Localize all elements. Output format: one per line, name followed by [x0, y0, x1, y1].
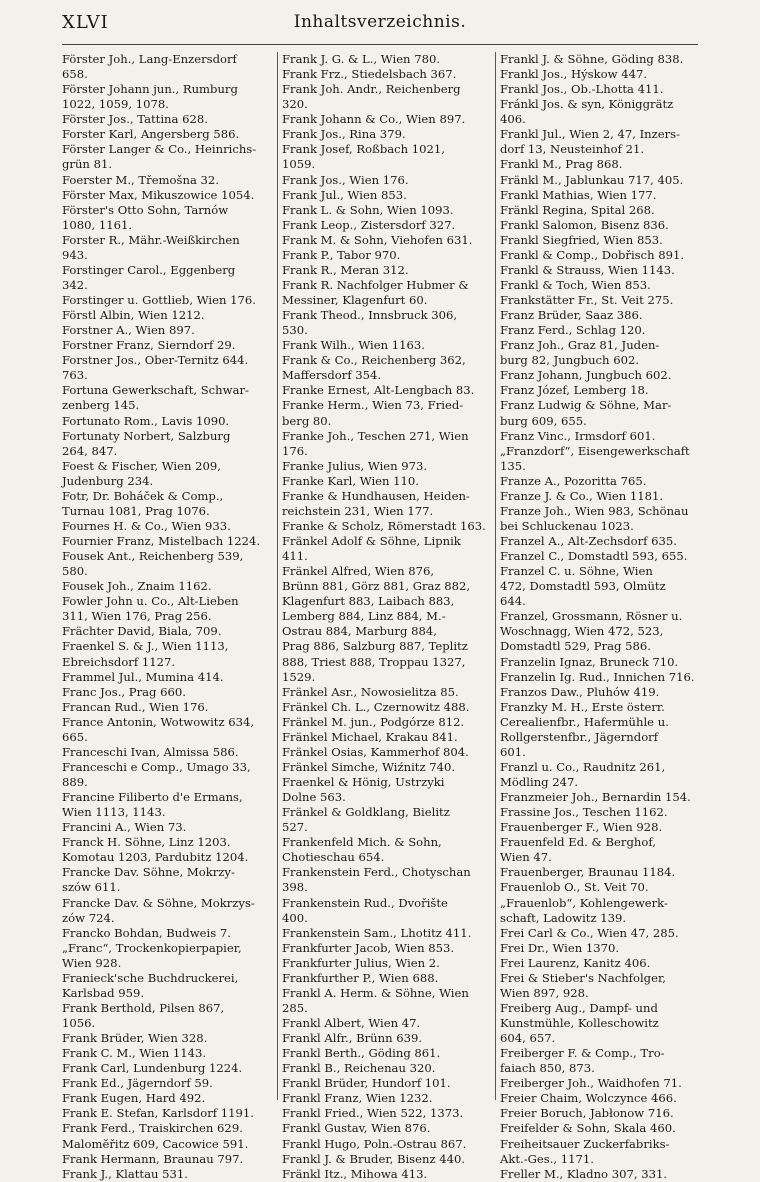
index-entry-line: Förster Jos., Tattina 628.: [62, 112, 208, 127]
index-entry-line: Fowler John u. Co., Alt-Lieben: [62, 594, 239, 609]
index-entry-line: Franke Herm., Wien 73, Fried-: [282, 398, 464, 413]
index-entry-line: Frank Eugen, Hard 492.: [62, 1091, 206, 1106]
index-entry-line: Förster Max, Mikuszowice 1054.: [62, 187, 255, 202]
index-entry-line: Frankl Franz, Wien 1232.: [282, 1091, 433, 1106]
index-entry-line: Forstinger u. Gottlieb, Wien 176.: [62, 293, 256, 307]
index-entry-line: Fortunaty Norbert, Salzburg: [62, 428, 231, 443]
index-entry-line: France Antonin, Wotwowitz 634,: [62, 714, 255, 729]
index-entry-line: Forster R., Mähr.-Weißkirchen: [62, 232, 240, 247]
index-entry-line: Franzos Daw., Pluhów 419.: [500, 684, 660, 699]
index-entry-line: 644.: [500, 594, 526, 609]
index-entry-line: burg 609, 655.: [500, 413, 587, 428]
index-entry-line: Frank Carl, Lundenburg 1224.: [62, 1061, 243, 1076]
index-entry-line: Freier Boruch, Jabłonow 716.: [500, 1106, 674, 1121]
index-entry-line: 400.: [282, 910, 308, 925]
index-entry-line: Wien 928.: [62, 955, 122, 970]
index-entry-line: Forstner Franz, Sierndorf 29.: [62, 338, 236, 353]
index-entry-line: Fournier Franz, Mistelbach 1224.: [62, 534, 261, 548]
index-entry-line: 943.: [62, 247, 88, 262]
column-divider: [277, 52, 278, 1100]
index-entry-line: 604, 657.: [500, 1031, 556, 1046]
index-entry-line: Frankl Jul., Wien 2, 47, Inzers-: [500, 127, 680, 142]
index-entry-line: 398.: [282, 880, 308, 895]
index-entry-line: Fraenkel & Hönig, Ustrzyki: [282, 775, 445, 789]
index-entry-line: Judenburg 234.: [62, 473, 154, 488]
index-entry-line: Frank R., Meran 312.: [282, 262, 409, 277]
index-column-3: [500, 52, 712, 1181]
index-entry-line: reichstein 231, Wien 177.: [282, 503, 434, 518]
index-entry-line: Fränkl Regina, Spital 268.: [500, 202, 655, 217]
index-entry-line: Francke Dav. Söhne, Mokrzy-: [62, 865, 235, 880]
index-entry-line: Franck H. Söhne, Linz 1203.: [62, 835, 231, 850]
index-entry-line: Mödling 247.: [500, 775, 579, 789]
index-entry-line: Forstner A., Wien 897.: [62, 323, 195, 338]
index-entry-line: Frankl J. & Bruder, Bisenz 440.: [282, 1151, 466, 1166]
index-entry-line: Frank & Co., Reichenberg 362,: [282, 353, 466, 368]
index-entry-line: Frankl & Comp., Dobřisch 891.: [500, 247, 685, 262]
index-entry-line: Malomĕřitz 609, Cacowice 591.: [62, 1136, 249, 1151]
index-entry-line: Komotau 1203, Pardubitz 1204.: [62, 850, 249, 865]
index-entry-line: Frank Brüder, Wien 328.: [62, 1031, 208, 1046]
index-entry-line: Frankl Alfr., Brünn 639.: [282, 1031, 423, 1046]
index-entry-line: 1080, 1161.: [62, 217, 133, 232]
index-entry-line: berg 80.: [282, 413, 332, 428]
index-entry-line: „Frauenlob“, Kohlengewerk-: [500, 895, 668, 910]
index-entry-line: Franzl u. Co., Raudnitz 261,: [500, 759, 666, 774]
index-entry-line: Lemberg 884, Linz 884, M.-: [282, 609, 446, 624]
index-entry-line: Forstner Jos., Ober-Ternitz 644.: [62, 353, 249, 368]
index-entry-line: Frank Theod., Innsbruck 306,: [282, 308, 458, 323]
index-entry-line: Frankl Hugo, Poln.-Ostrau 867.: [282, 1136, 467, 1151]
index-entry-line: Franke Joh., Teschen 271, Wien: [282, 428, 469, 443]
index-entry-line: Freier Chaim, Wolczynce 466.: [500, 1091, 677, 1106]
index-entry-line: Fränkel Alfred, Wien 876,: [282, 564, 435, 579]
index-entry-line: Frank M. & Sohn, Viehofen 631.: [282, 232, 473, 247]
index-entry-line: Maffersdorf 354.: [282, 368, 382, 383]
index-entry-line: dorf 13, Neusteinhof 21.: [500, 142, 645, 157]
index-entry-line: „Franzdorf“, Eisengewerkschaft: [500, 443, 690, 458]
index-entry-line: burg 82, Jungbuch 602.: [500, 353, 640, 368]
index-entry-line: Frankl Salomon, Bisenz 836.: [500, 217, 669, 232]
index-entry-line: Frankstätter Fr., St. Veit 275.: [500, 293, 674, 307]
index-entry-line: Klagenfurt 883, Laibach 883,: [282, 594, 455, 609]
index-entry-line: Fränkl Itz., Mihowa 413.: [282, 1166, 428, 1181]
index-entry-line: Frankl A. Herm. & Söhne, Wien: [282, 985, 469, 1000]
index-entry-line: Fortunato Rom., Lavis 1090.: [62, 413, 230, 428]
index-entry-line: Frank L. & Sohn, Wien 1093.: [282, 202, 454, 217]
index-entry-line: Frankenfeld Mich. & Sohn,: [282, 835, 442, 850]
index-entry-line: Domstadtl 529, Prag 586.: [500, 639, 651, 654]
index-entry-line: 580.: [62, 564, 88, 579]
page-title: Inhaltsverzeichnis.: [293, 12, 467, 32]
index-entry-line: 527.: [282, 820, 308, 835]
index-entry-line: 176.: [282, 443, 308, 458]
index-entry-line: Frauenberger, Braunau 1184.: [500, 865, 676, 880]
index-entry-line: Rollgerstenfbr., Jägerndorf: [500, 729, 659, 744]
index-entry-line: Förster Joh., Lang-Enzersdorf: [62, 52, 237, 66]
index-entry-line: Frank Berthold, Pilsen 867,: [62, 1000, 225, 1015]
index-entry-line: Frank Frz., Stiedelsbach 367.: [282, 67, 457, 82]
index-entry-line: Franzel, Grossmann, Rösner u.: [500, 609, 683, 624]
index-entry-line: Frankl J. & Söhne, Göding 838.: [500, 52, 684, 66]
index-entry-line: Frankl Brüder, Hundorf 101.: [282, 1076, 451, 1091]
index-entry-line: 411.: [282, 549, 308, 564]
index-entry-line: Freiberger F. & Comp., Tro-: [500, 1046, 665, 1061]
index-entry-line: Franzelin Ignaz, Bruneck 710.: [500, 654, 679, 669]
index-entry-line: Fousek Ant., Reichenberg 539,: [62, 549, 244, 564]
index-entry-line: Francan Rud., Wien 176.: [62, 699, 209, 714]
index-entry-line: Franke & Scholz, Römerstadt 163.: [282, 518, 486, 533]
index-entry-line: Fousek Joh., Znaim 1162.: [62, 579, 212, 594]
index-entry-line: Frankl & Toch, Wien 853.: [500, 277, 651, 292]
index-entry-line: Franze J. & Co., Wien 1181.: [500, 488, 664, 503]
index-entry-line: Freifelder & Sohn, Skala 460.: [500, 1121, 676, 1136]
index-entry-line: Francine Filiberto d'e Ermans,: [62, 790, 243, 805]
index-entry-line: Fortuna Gewerkschaft, Schwar-: [62, 383, 249, 398]
index-entry-line: Frächter David, Biala, 709.: [62, 624, 222, 639]
index-entry-line: Freiheitsauer Zuckerfabriks-: [500, 1136, 670, 1151]
index-entry-line: Frank Leop., Zistersdorf 327.: [282, 217, 456, 232]
index-entry-line: Freiberger Joh., Waidhofen 71.: [500, 1076, 682, 1091]
index-entry-line: Franzel C., Domstadtl 593, 655.: [500, 549, 688, 564]
index-entry-line: 889.: [62, 775, 88, 789]
index-entry-line: 888, Triest 888, Troppau 1327,: [282, 654, 466, 669]
index-entry-line: Frankl Berth., Göding 861.: [282, 1046, 441, 1061]
index-entry-line: Fränkel Osias, Kammerhof 804.: [282, 744, 469, 759]
index-entry-line: Frank J. G. & L., Wien 780.: [282, 52, 441, 66]
index-entry-line: Frankl Albert, Wien 47.: [282, 1016, 421, 1030]
index-entry-line: Frankfurter Jacob, Wien 853.: [282, 940, 455, 955]
index-entry-line: Franz Ludwig & Söhne, Mar-: [500, 398, 672, 413]
index-entry-line: 1529.: [282, 669, 316, 684]
index-entry-line: 406.: [500, 112, 526, 127]
index-entry-line: Förster Langer & Co., Heinrichs-: [62, 142, 257, 157]
page-number: XLVI: [62, 12, 109, 33]
index-entry-line: Frankl B., Reichenau 320.: [282, 1061, 436, 1076]
index-entry-line: Frank Wilh., Wien 1163.: [282, 338, 425, 353]
index-entry-line: Frankl & Strauss, Wien 1143.: [500, 262, 675, 277]
index-entry-line: Fränkel Asr., Nowosielitza 85.: [282, 684, 459, 699]
index-entry-line: Fournes H. & Co., Wien 933.: [62, 518, 231, 533]
index-entry-line: Frankl Gustav, Wien 876.: [282, 1121, 431, 1136]
index-entry-line: 665.: [62, 729, 88, 744]
index-entry-line: Frei Laurenz, Kanitz 406.: [500, 955, 651, 970]
index-entry-line: Wien 897, 928.: [500, 985, 589, 1000]
index-entry-line: Wien 1113, 1143.: [62, 805, 166, 820]
index-entry-line: Fotr, Dr. Boháček & Comp.,: [62, 488, 224, 503]
index-entry-line: Franzelin Ig. Rud., Innichen 716.: [500, 669, 695, 684]
index-entry-line: faiach 850, 873.: [500, 1061, 595, 1076]
index-entry-line: Turnau 1081, Prag 1076.: [62, 503, 210, 518]
index-entry-line: Frank Josef, Roßbach 1021,: [282, 142, 445, 157]
index-entry-line: Francini A., Wien 73.: [62, 820, 187, 835]
index-entry-line: Franc Jos., Prag 660.: [62, 684, 186, 699]
index-entry-line: Frank R. Nachfolger Hubmer &: [282, 277, 469, 292]
index-entry-line: Franz Ferd., Schlag 120.: [500, 323, 646, 338]
index-entry-line: „Franc“, Trockenkopierpapier,: [62, 940, 242, 955]
index-entry-line: Francko Bohdan, Budweis 7.: [62, 925, 231, 940]
index-entry-line: Franze Joh., Wien 983, Schönau: [500, 503, 689, 518]
index-column-1: [62, 52, 274, 1181]
index-entry-line: 135.: [500, 458, 526, 473]
index-entry-line: Franz Joh., Graz 81, Juden-: [500, 338, 660, 353]
index-entry-line: Franceschi e Comp., Umago 33,: [62, 759, 251, 774]
index-entry-line: 763.: [62, 368, 88, 383]
index-entry-line: Förster's Otto Sohn, Tarnów: [62, 202, 229, 217]
index-entry-line: Franke Julius, Wien 973.: [282, 458, 428, 473]
index-entry-line: Frauenfeld Ed. & Berghof,: [500, 835, 656, 850]
index-entry-line: Frank Ferd., Traiskirchen 629.: [62, 1121, 243, 1136]
index-entry-line: Frei & Stieber's Nachfolger,: [500, 970, 666, 985]
index-entry-line: 311, Wien 176, Prag 256.: [62, 609, 212, 624]
index-entry-line: Frei Carl & Co., Wien 47, 285.: [500, 925, 679, 940]
index-entry-line: Chotieschau 654.: [282, 850, 385, 865]
index-entry-line: Franz Józef, Lemberg 18.: [500, 383, 649, 398]
index-entry-line: Kunstmühle, Kolleschowitz: [500, 1016, 659, 1030]
index-entry-line: 285.: [282, 1000, 308, 1015]
index-entry-line: Cerealienfbr., Hafermühle u.: [500, 714, 669, 729]
index-entry-line: Franke Ernest, Alt-Lengbach 83.: [282, 383, 475, 398]
index-entry-line: Fränkel Adolf & Söhne, Lipnik: [282, 534, 461, 548]
index-entry-line: Frauenberger F., Wien 928.: [500, 820, 663, 835]
index-entry-line: Frauenlob O., St. Veit 70.: [500, 880, 649, 895]
index-entry-line: Frank C. M., Wien 1143.: [62, 1046, 207, 1061]
index-entry-line: Frammel Jul., Mumina 414.: [62, 669, 224, 684]
index-entry-line: 658.: [62, 67, 88, 82]
index-entry-line: Franz Johann, Jungbuch 602.: [500, 368, 672, 383]
index-entry-line: Frank Hermann, Braunau 797.: [62, 1151, 244, 1166]
index-entry-line: Frank Jul., Wien 853.: [282, 187, 407, 202]
index-entry-line: Frankenstein Sam., Lhotitz 411.: [282, 925, 472, 940]
index-entry-line: Frank P., Tabor 970.: [282, 247, 401, 262]
index-entry-line: Frankenstein Ferd., Chotyschan: [282, 865, 471, 880]
page-header: [62, 8, 698, 38]
index-entry-line: Freiberg Aug., Dampf- und: [500, 1000, 658, 1015]
index-entry-line: Franzel A., Alt-Zechsdorf 635.: [500, 534, 677, 548]
index-entry-line: Frank Jos., Wien 176.: [282, 172, 409, 187]
index-entry-line: Franz Brüder, Saaz 386.: [500, 308, 643, 323]
index-entry-line: 601.: [500, 744, 526, 759]
index-entry-line: Forster Karl, Angersberg 586.: [62, 127, 240, 142]
index-entry-line: Förster Johann jun., Rumburg: [62, 82, 238, 97]
index-entry-line: Frankl Fried., Wien 522, 1373.: [282, 1106, 464, 1121]
index-entry-line: Fränkel M. jun., Podgórze 812.: [282, 714, 465, 729]
index-entry-line: schaft, Ladowitz 139.: [500, 910, 627, 925]
index-entry-line: Ostrau 884, Marburg 884,: [282, 624, 437, 639]
index-entry-line: Franieck'sche Buchdruckerei,: [62, 970, 239, 985]
index-entry-line: Woschnagg, Wien 472, 523,: [500, 624, 664, 639]
index-entry-line: Fränkl M., Jablunkau 717, 405.: [500, 172, 684, 187]
index-entry-line: Frankl Jos., Hýskow 447.: [500, 67, 648, 82]
index-entry-line: Frank J., Klattau 531.: [62, 1166, 188, 1181]
index-entry-line: Prag 886, Salzburg 887, Teplitz: [282, 639, 468, 654]
index-entry-line: Frank E. Stefan, Karlsdorf 1191.: [62, 1106, 254, 1121]
index-entry-line: zenberg 145.: [62, 398, 140, 413]
index-entry-line: 1059.: [282, 157, 316, 172]
index-entry-line: Foerster M., Třemošna 32.: [62, 172, 219, 187]
header-rule: [62, 44, 698, 45]
index-entry-line: 1056.: [62, 1016, 96, 1030]
index-entry-line: Franke & Hundhausen, Heiden-: [282, 488, 470, 503]
index-entry-line: Fränkel Ch. L., Czernowitz 488.: [282, 699, 470, 714]
index-entry-line: 1022, 1059, 1078.: [62, 97, 169, 112]
index-entry-line: Wien 47.: [500, 850, 552, 865]
index-entry-line: 472, Domstadtl 593, Olmütz: [500, 579, 666, 594]
index-entry-line: 320.: [282, 97, 308, 112]
index-entry-line: Fránkl Jos. & syn, Königgrätz: [500, 97, 674, 112]
index-entry-line: Frank Jos., Rina 379.: [282, 127, 406, 142]
index-entry-line: Franzky M. H., Erste österr.: [500, 699, 665, 714]
index-entry-line: szów 611.: [62, 880, 121, 895]
index-entry-line: Ebreichsdorf 1127.: [62, 654, 176, 669]
index-entry-line: Franz Vinc., Irmsdorf 601.: [500, 428, 656, 443]
index-entry-line: Franzel C. u. Söhne, Wien: [500, 564, 653, 579]
index-entry-line: Frank Joh. Andr., Reichenberg: [282, 82, 461, 97]
index-entry-line: Fränkel Michael, Krakau 841.: [282, 729, 458, 744]
index-entry-line: 264, 847.: [62, 443, 118, 458]
index-entry-line: Freller M., Kladno 307, 331.: [500, 1166, 668, 1181]
index-entry-line: Frankl Siegfried, Wien 853.: [500, 232, 663, 247]
index-entry-line: Frassine Jos., Teschen 1162.: [500, 805, 668, 820]
index-entry-line: bei Schluckenau 1023.: [500, 518, 634, 533]
index-entry-line: grün 81.: [62, 157, 113, 172]
index-entry-line: Messiner, Klagenfurt 60.: [282, 293, 428, 307]
index-entry-line: Karlsbad 959.: [62, 985, 145, 1000]
index-entry-line: Franzmeier Joh., Bernardin 154.: [500, 790, 691, 805]
index-entry-line: Frankl Jos., Ob.-Lhotta 411.: [500, 82, 664, 97]
column-divider: [495, 52, 496, 1100]
index-entry-line: Forstinger Carol., Eggenberg: [62, 262, 236, 277]
index-entry-line: Frankl Mathias, Wien 177.: [500, 187, 657, 202]
index-entry-line: Frank Johann & Co., Wien 897.: [282, 112, 466, 127]
index-entry-line: Francke Dav. & Söhne, Mokrzys-: [62, 895, 255, 910]
index-entry-line: Frankfurter Julius, Wien 2.: [282, 955, 440, 970]
index-entry-line: zów 724.: [62, 910, 115, 925]
index-entry-line: 342.: [62, 277, 88, 292]
index-entry-line: Foest & Fischer, Wien 209,: [62, 458, 221, 473]
index-entry-line: Fränkel Simche, Wiźnitz 740.: [282, 759, 456, 774]
index-entry-line: Franke Karl, Wien 110.: [282, 473, 419, 488]
index-entry-line: Fraenkel S. & J., Wien 1113,: [62, 639, 229, 654]
index-entry-line: Frank Ed., Jägerndorf 59.: [62, 1076, 213, 1091]
index-entry-line: Fränkel & Goldklang, Bielitz: [282, 805, 450, 820]
index-entry-line: Frankl M., Prag 868.: [500, 157, 623, 172]
index-entry-line: Dolne 563.: [282, 790, 346, 805]
index-entry-line: Franze A., Pozoritta 765.: [500, 473, 647, 488]
index-entry-line: Frankenstein Rud., Dvořište: [282, 895, 448, 910]
index-entry-line: 530.: [282, 323, 308, 338]
index-entry-line: Frei Dr., Wien 1370.: [500, 940, 620, 955]
index-entry-line: Franceschi Ivan, Almissa 586.: [62, 744, 239, 759]
index-column-2: [282, 52, 494, 1181]
index-entry-line: Frankfurther P., Wien 688.: [282, 970, 439, 985]
index-entry-line: Brünn 881, Görz 881, Graz 882,: [282, 579, 471, 594]
index-entry-line: Akt.-Ges., 1171.: [500, 1151, 594, 1166]
index-entry-line: Förstl Albin, Wien 1212.: [62, 308, 205, 323]
